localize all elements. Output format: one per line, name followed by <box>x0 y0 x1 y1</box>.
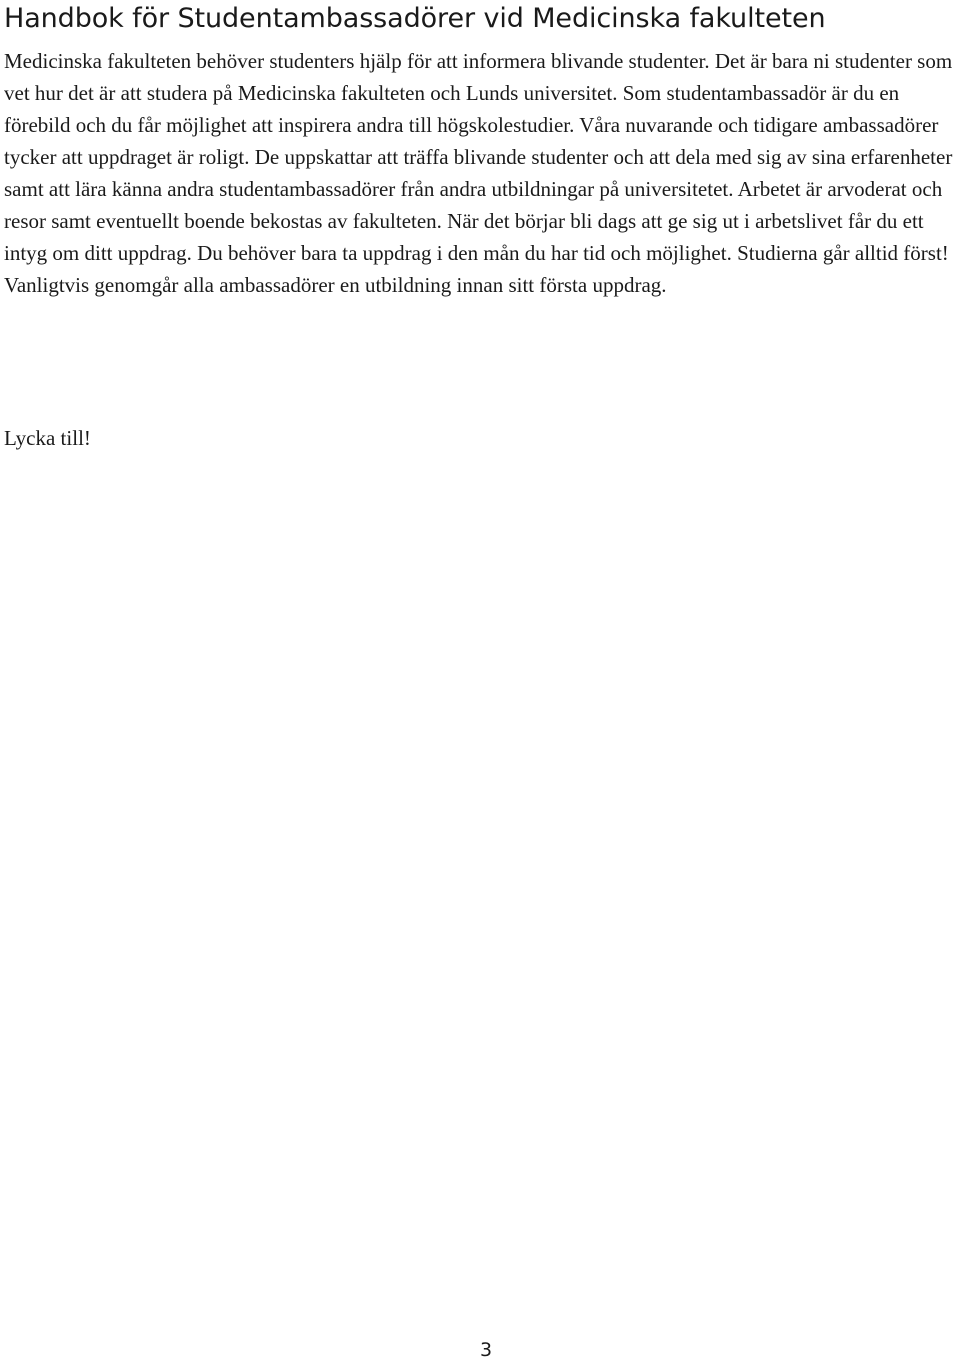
closing-text: Lycka till! <box>4 426 91 450</box>
intro-paragraph: Medicinska fakulteten behöver studenters hjälp för att informera blivande studenter. Det är bara ni studenter som vet hur det är att studera på Medicinska fakulteten och Lunds universitet. Som studentambassadör är du en förebild och du får möjlighet att inspirera andra till högskolestudier. Våra nuvarande och tidigare ambassadörer tycker att uppdraget är roligt. De uppskattar att träffa blivande studenter och att dela med sig av sina erfarenheter samt att lära känna andra studentambassadörer från andra utbildningar på universitetet. Arbetet är arvoderat och resor samt eventuellt boende bekostas av fakulteten. När det börjar bli dags att ge sig ut i arbetslivet får du ett intyg om ditt uppdrag. Du behöver bara ta uppdrag i den mån du har tid och möjlighet. Studierna går alltid först! <box>4 49 953 265</box>
page-number: 3 <box>480 1339 493 1361</box>
body-section <box>4 45 956 301</box>
page-title: Handbok för Studentambassadörer vid Medicinska fakulteten <box>4 3 826 34</box>
training-paragraph: Vanligtvis genomgår alla ambassadörer en utbildning innan sitt första uppdrag. <box>4 273 667 297</box>
